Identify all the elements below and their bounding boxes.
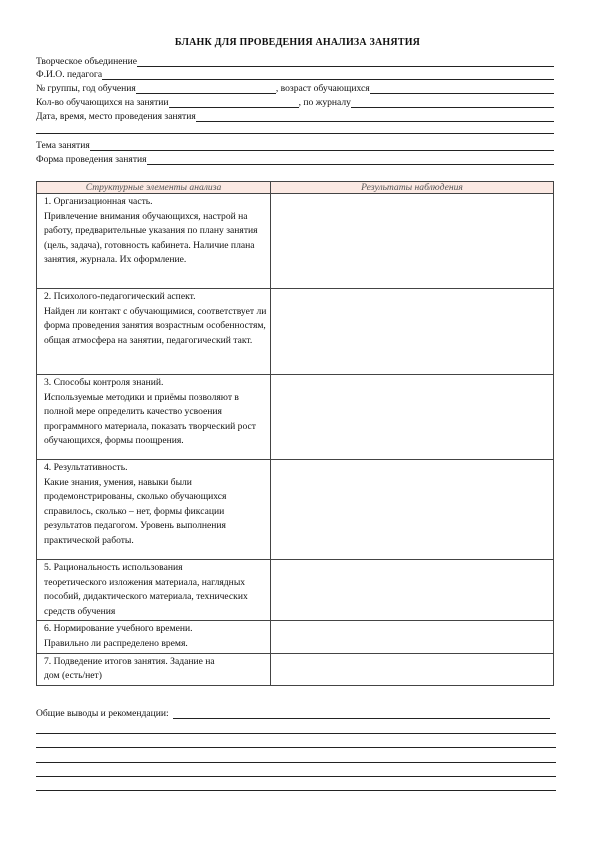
element-text: Найден ли контакт с обучающимися, соответствует ли форма проведения занятия возрастным особенностям, общая атмосфера на занятии, педагогический такт. [44,305,267,346]
element-cell [37,560,271,621]
group-input-line[interactable] [136,83,276,94]
result-cell[interactable] [271,621,554,653]
field-datetime-label: Дата, время, место проведения занятия [36,111,196,122]
field-count-journal [36,96,554,108]
element-text: Какие знания, умения, навыки были продемонстрированы, сколько обучающихся справилось, сколько – нет, формы фиксации результатов педагогом. Уровень выполнения практической работы. [44,476,227,546]
field-datetime [36,110,554,122]
table-row [37,460,554,560]
table-row [37,653,554,685]
field-teacher-label: Ф.И.О. педагога [36,69,103,80]
summary-field [36,707,550,719]
datetime-input-line[interactable] [196,111,554,122]
element-heading: 2. Психолого-педагогический аспект. [44,291,196,302]
element-cell [37,289,271,375]
result-cell[interactable] [271,375,554,460]
field-count-label: Кол-во обучающихся на занятии [36,97,169,108]
column-header-results: Результаты наблюдения [271,182,554,194]
result-cell[interactable] [271,653,554,685]
count-input-line[interactable] [169,97,299,108]
element-text: Используемые методики и приёмы позволяют в полной мере определить качество усвоения программного материала, показать творческий рост обучающихся, формы поощрения. [44,391,256,447]
element-cell [37,194,271,289]
table-row [37,289,554,375]
association-input-line[interactable] [137,56,554,67]
element-text: Правильно ли распределено время. [44,637,188,649]
result-cell[interactable] [271,560,554,621]
result-cell[interactable] [271,289,554,375]
field-journal-label: , по журналу [298,97,351,108]
element-cell [37,653,271,685]
element-cell [37,621,271,653]
element-text: дом (есть/нет) [44,670,102,682]
field-form-label: Форма проведения занятия [36,154,147,165]
element-heading: 5. Рациональность использования [44,562,183,573]
field-group-age [36,82,554,94]
table-row [37,560,554,621]
summary-line-5[interactable] [36,790,556,791]
summary-line-4[interactable] [36,776,556,777]
field-group-label: № группы, год обучения [36,83,136,94]
element-heading: 6. Нормирование учебного времени. [44,623,193,635]
summary-line-1[interactable] [36,733,556,734]
field-association-label: Творческое объединение [36,56,137,67]
field-teacher [36,68,554,80]
column-header-elements: Структурные элементы анализа [37,182,271,194]
element-heading: 1. Организационная часть. [44,196,153,207]
element-cell [37,460,271,560]
result-cell[interactable] [271,460,554,560]
field-topic-label: Тема занятия [36,140,90,151]
journal-input-line[interactable] [351,97,554,108]
result-cell[interactable] [271,194,554,289]
teacher-input-line[interactable] [102,69,554,80]
table-row [37,194,554,289]
element-heading: 7. Подведение итогов занятия. Задание на [44,655,215,667]
element-text: Привлечение внимания обучающихся, настрой на работу, предварительные указания по плану занятия (цель, задача), готовность кабинета. Наличие плана занятия, журнала. Их оформление. [44,210,258,266]
table-header-row [37,182,554,194]
age-input-line[interactable] [370,83,554,94]
field-association [36,55,554,67]
element-text: теоретического изложения материала, наглядных пособий, дидактического материала, технических средств обучения [44,576,248,617]
table-row [37,375,554,460]
element-cell [37,375,271,460]
summary-input-line[interactable] [173,708,550,719]
form-title: БЛАНК ДЛЯ ПРОВЕДЕНИЯ АНАЛИЗА ЗАНЯТИЯ [174,37,421,48]
element-heading: 3. Способы контроля знаний. [44,377,164,388]
summary-label: Общие выводы и рекомендации: [36,708,169,719]
element-heading: 4. Результативность. [44,462,128,473]
summary-line-2[interactable] [36,747,556,748]
table-row [37,621,554,653]
field-topic [36,139,554,151]
field-age-label: , возраст обучающихся [275,83,370,94]
topic-input-line[interactable] [90,140,554,151]
form-input-line[interactable] [147,154,554,165]
analysis-table [36,181,554,686]
summary-line-3[interactable] [36,762,556,763]
field-form [36,153,554,165]
datetime-extra-line[interactable] [36,133,554,134]
